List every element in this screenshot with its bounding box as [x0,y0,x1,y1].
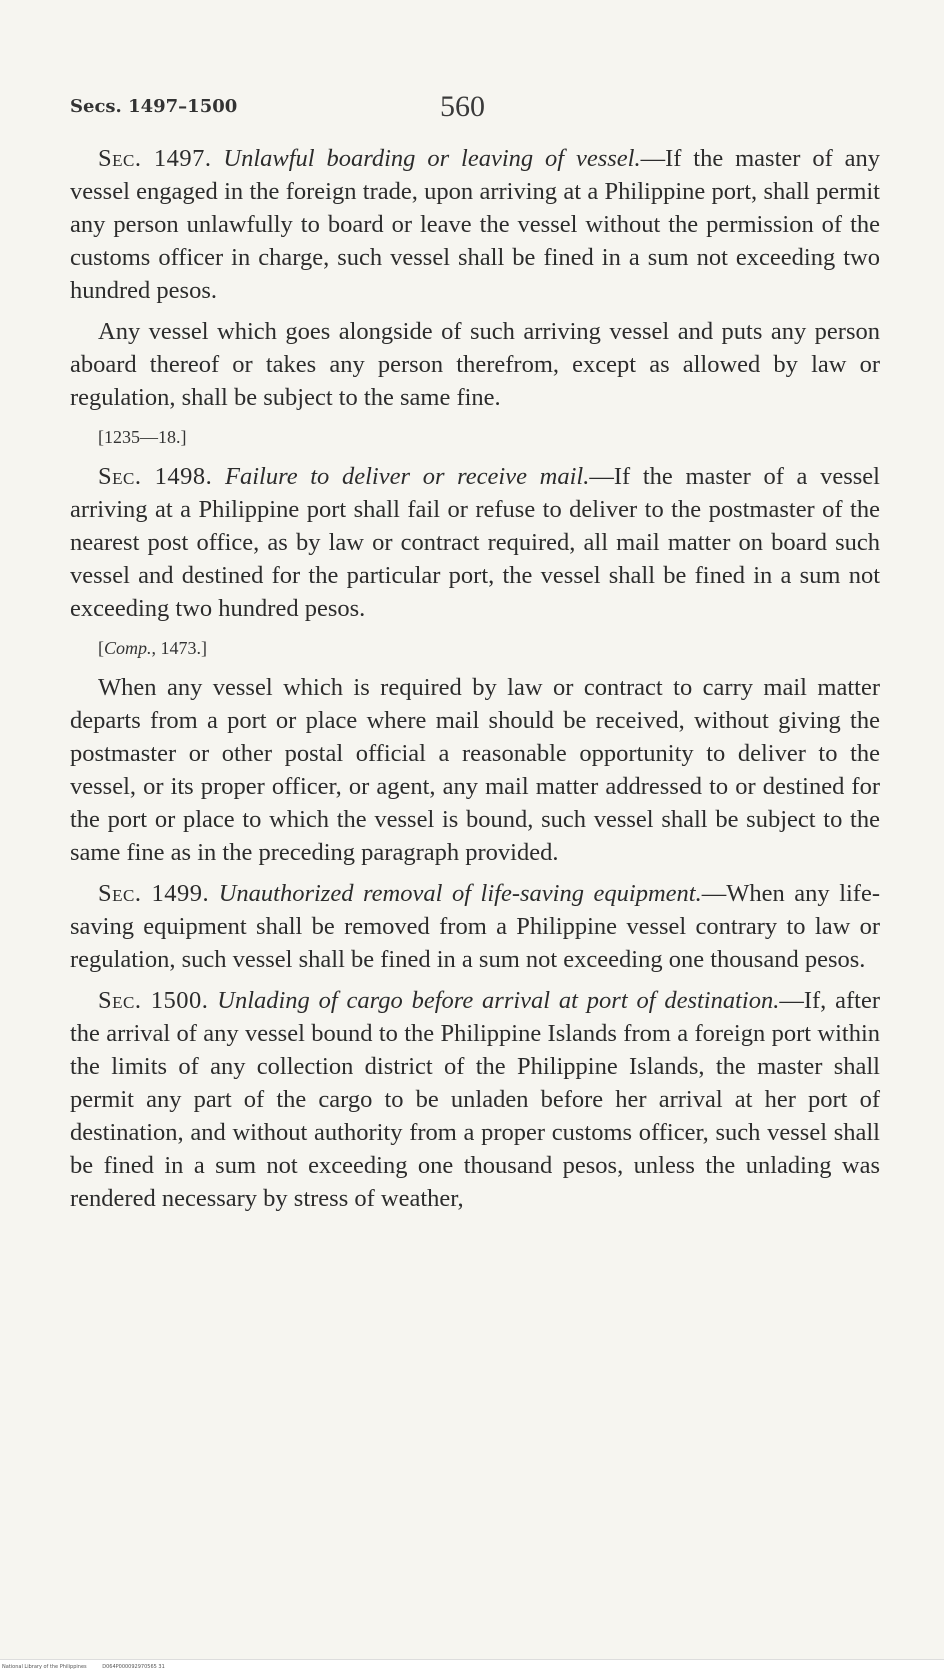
citation-text: [1235—18.] [98,427,187,447]
scan-footer [0,1659,944,1674]
section-label: Sec. 1499. [98,880,210,907]
paragraph-text [70,315,880,414]
paragraph-sec-1497 [70,142,880,307]
document-body [70,142,880,1223]
section-title: Unlading of cargo before arrival at port of destination. [217,987,780,1014]
section-title: Unlawful boarding or leaving of vessel. [223,145,641,172]
section-text: —When any life-saving equipment shall be removed from a Philippine vessel contrary to law or regulation, such vessel shall be fined in a sum not exceeding one thousand pesos. [70,880,881,973]
paragraph-content: When any vessel which is required by law or contract to carry mail matter departs from a port or place where mail should be received, without giving the postmaster or other postal official a reasonable opportunity to deliver to the vessel, or its proper officer, or agent, any mail matter addressed to or destined for the port or place to which the vessel is bound, such vessel shall be subject to the same fine as in the preceding paragraph provided. [70,674,880,866]
citation-rest: , 1473.] [151,638,208,658]
section-label: Sec. 1500. [98,987,209,1014]
section-text: —If the master of any vessel engaged in the foreign trade, upon arriving at a Philippine port, shall permit any person unlawfully to board or leave the vessel without the permission of the customs officer in charge, such vessel shall be fined in a sum not exceeding two hundred pesos. [70,145,881,304]
citation-open: [ [98,638,104,658]
section-title: Unauthorized removal of life-saving equipment. [218,880,702,907]
section-title: Failure to deliver or receive mail. [224,463,590,490]
section-text: —If the master of a vessel arriving at a Philippine port shall fail or refuse to deliver to the postmaster of the nearest post office, as by law or contract required, all mail matter on board such vessel and destined for the particular port, the vessel shall be fined in a sum not exceeding two hundred pesos. [70,463,880,622]
library-credit: National Library of the Philippines [2,1664,87,1670]
section-label: Sec. 1497. [98,145,212,172]
citation-italic: Comp. [104,638,152,658]
scan-code: D064P000092970565 31 [102,1664,165,1670]
section-label: Sec. 1498. [98,463,213,490]
citation [70,633,880,663]
paragraph-sec-1500 [70,984,880,1215]
paragraph-sec-1499 [70,877,880,976]
citation [70,422,880,452]
paragraph-sec-1498 [70,460,880,625]
paragraph-text [70,671,880,869]
section-text: —If, after the arrival of any vessel bound to the Philippine Islands from a foreign port within the limits of any collection district of the Philippine Islands, the master shall permit any part of the cargo to be unladen before her arrival at her port of destination, and without authority from a proper customs officer, such vessel shall be fined in a sum not exceeding one thousand pesos, unless the unlading was rendered necessary by stress of weather, [70,987,880,1212]
paragraph-content: Any vessel which goes alongside of such arriving vessel and puts any person aboard thereof or takes any person therefrom, except as allowed by law or regulation, shall be subject to the same fine. [70,318,880,411]
running-head [70,90,880,130]
page-number: 560 [440,90,485,123]
section-range: Secs. 1497–1500 [70,96,238,117]
